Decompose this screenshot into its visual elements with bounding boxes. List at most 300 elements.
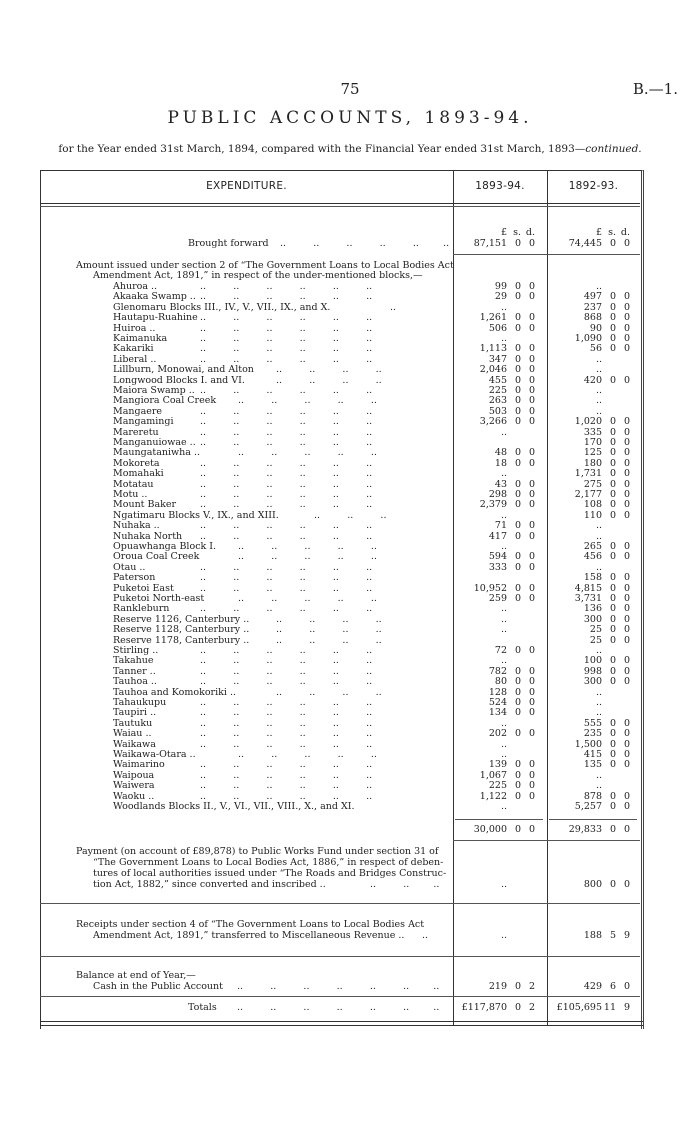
page-title: PUBLIC ACCOUNTS, 1893-94. (167, 108, 533, 128)
amount-1892 (550, 344, 635, 354)
amount-1893 (455, 594, 545, 604)
amount-1893 (455, 428, 545, 438)
amount-shillings: 0 (514, 697, 521, 708)
amount-shillings: 0 (514, 530, 521, 542)
amount-pence (521, 656, 535, 666)
amount-pounds: .. (595, 645, 602, 656)
leader-dots: .. .. .. .. .. .. (200, 676, 373, 688)
amount-1893 (455, 344, 545, 354)
leader-dots: .. .. .. .. .. .. (200, 281, 373, 292)
leader-dots: .. .. .. .. .. .. (200, 468, 373, 480)
subtitle-main: for the Year ended 31st March, 1894, compared with the Financial Year ended 31st March, 1893— (58, 143, 586, 155)
amount-1893 (455, 552, 545, 562)
receipts-1892 (550, 931, 635, 941)
amount-shillings: 0 (609, 717, 616, 729)
amount-pence (616, 781, 630, 791)
amount-shillings: 0 (514, 322, 521, 334)
amount-pounds: .. (500, 301, 507, 313)
amount-pounds: 219 (488, 981, 507, 992)
amount-pounds: .. (595, 561, 602, 573)
amount-1893 (455, 740, 545, 750)
amount-shillings (507, 802, 521, 812)
block-name: Nuhaka .. (113, 520, 160, 532)
amount-shillings: 0 (514, 582, 521, 594)
block-name: Reserve 1128, Canterbury .. (113, 624, 250, 636)
amount-pence (521, 802, 535, 812)
amount-pounds: 74,445 (568, 238, 602, 249)
leader-dots: .. .. .. .. .. .. (200, 728, 373, 740)
amount-pounds: 48 (494, 447, 507, 459)
amount-shillings: 0 (609, 291, 616, 303)
amount-1893 (455, 324, 545, 334)
block-name: Mangiora Coal Creek (113, 395, 217, 407)
leader-dots: .. .. .. .. .. .. .. (237, 981, 440, 992)
amount-shillings: 0 (609, 468, 616, 480)
amount-pence: 0 (528, 364, 535, 376)
amount-shillings (602, 396, 616, 406)
block-name: Ngatimaru Blocks V., IX., and XIII. (113, 509, 279, 521)
amount-pence: 0 (528, 457, 535, 469)
amount-pence: 0 (623, 728, 630, 740)
amount-pence: 0 (528, 645, 535, 656)
amount-shillings (507, 931, 521, 941)
amount-1893 (455, 760, 545, 770)
amount-shillings (602, 365, 616, 375)
amount-pence: 0 (528, 291, 535, 303)
amount-pence: 0 (623, 603, 630, 615)
amount-shillings: 6 (609, 981, 616, 992)
unit-pound: £ (595, 227, 602, 238)
amount-pounds: 108 (583, 499, 602, 511)
amount-1892 (550, 521, 635, 531)
block-name: Mangamingi (113, 416, 174, 428)
amount-pounds: 1,113 (479, 343, 507, 355)
leader-dots: .. .. .. .. .. .. (200, 478, 373, 490)
amount-pounds: 135 (583, 759, 602, 771)
amount-shillings: 0 (514, 312, 521, 324)
amount-1893 (455, 469, 545, 479)
subtitle-continued: continued. (585, 143, 642, 155)
amount-shillings: 0 (514, 759, 521, 771)
amount-pounds: .. (500, 749, 507, 760)
leader-dots: .. .. .. .. .. .. (200, 717, 373, 729)
leader-dots: .. .. .. .. .. .. (200, 333, 373, 344)
amount-pounds: 80 (494, 676, 507, 688)
amount-shillings: 0 (609, 457, 616, 469)
leader-dots: .. .. .. .. .. .. (200, 707, 373, 719)
amount-pence: 0 (528, 759, 535, 771)
header-separator (40, 203, 640, 204)
column-divider-1 (453, 170, 454, 1025)
amount-pounds: .. (500, 541, 507, 552)
amount-pence (616, 396, 630, 406)
amount-shillings: 5 (609, 930, 616, 941)
amount-shillings: 0 (514, 676, 521, 688)
amount-1893 (455, 396, 545, 406)
amount-pounds: .. (595, 769, 602, 781)
amount-pounds: 1,067 (479, 769, 507, 781)
amount-pounds: .. (500, 509, 507, 521)
amount-pence: 0 (528, 499, 535, 511)
amount-1892 (550, 292, 635, 302)
leader-dots: .. .. .. .. .. .. (200, 489, 373, 500)
leader-dots: .. .. .. .. .. .. (200, 665, 373, 677)
page-subtitle (0, 143, 700, 155)
amount-pounds: 1,731 (574, 468, 602, 480)
amount-shillings (507, 615, 521, 625)
section2-heading-2: Amendment Act, 1891,” in respect of the under-mentioned blocks,— (93, 270, 423, 281)
amount-pence: 0 (623, 582, 630, 594)
header-year-1893-94: 1893-94. (475, 180, 525, 192)
amount-1892 (550, 511, 635, 521)
unit-pence: d. (525, 227, 535, 238)
amount-pence: 0 (528, 238, 535, 249)
row-separator (40, 903, 640, 904)
amount-shillings (602, 355, 616, 365)
amount-shillings: 0 (609, 624, 616, 636)
payment-1893 (455, 880, 545, 890)
amount-pence: 0 (623, 551, 630, 563)
amount-pence: 0 (623, 624, 630, 636)
amount-pounds: 335 (583, 426, 602, 438)
amount-shillings: 0 (514, 593, 521, 604)
balance-line-1: Balance at end of Year,— (76, 970, 196, 981)
block-name: Woodlands Blocks II., V., VI., VII., VIII., X., and XI. (113, 801, 355, 812)
amount-pounds: 128 (488, 686, 507, 698)
amount-1892 (550, 500, 635, 510)
amount-pounds: 139 (488, 759, 507, 771)
amount-shillings: 0 (514, 395, 521, 407)
leader-dots: .. .. .. .. (276, 374, 382, 386)
amount-pounds: 878 (583, 790, 602, 802)
amount-1892 (550, 688, 635, 698)
amount-1893 (455, 521, 545, 531)
amount-1892 (550, 365, 635, 375)
amount-pounds: 30,000 (473, 824, 507, 835)
leader-dots: .. .. .. .. .. .. (200, 769, 373, 781)
block-name: Waikawa-Otara .. (113, 749, 196, 760)
amount-1893 (455, 417, 545, 427)
amount-pounds: 3,266 (479, 416, 507, 428)
amount-pence: 0 (528, 395, 535, 407)
amount-pence: 0 (623, 291, 630, 303)
header-year-1892-93: 1892-93. (568, 180, 619, 192)
leader-dots: .. .. .. .. .. .. (200, 312, 373, 324)
amount-pence: 0 (623, 489, 630, 500)
row-separator (40, 956, 640, 957)
amount-pence: 0 (623, 613, 630, 625)
table-bottom-line-double (40, 1025, 643, 1026)
amount-shillings (507, 880, 521, 890)
amount-1893 (455, 625, 545, 635)
amount-shillings: 0 (609, 426, 616, 438)
leader-dots: .. .. .. .. .. (238, 551, 377, 563)
amount-pounds: .. (500, 879, 507, 890)
leader-dots: .. .. .. .. (276, 364, 382, 376)
amount-pence: 0 (623, 634, 630, 646)
amount-pounds: .. (595, 530, 602, 542)
amount-shillings: 0 (609, 541, 616, 552)
amount-shillings: 0 (514, 238, 521, 249)
amount-pence: 0 (623, 541, 630, 552)
block-name: Waikawa (113, 738, 156, 750)
amount-pounds: 1,090 (574, 333, 602, 344)
amount-pounds: 259 (488, 593, 507, 604)
amount-1892 (550, 771, 635, 781)
amount-pounds: 2,379 (479, 499, 507, 511)
amount-pence: 0 (623, 655, 630, 667)
block-name: Kakariki (113, 343, 154, 355)
amount-1892 (550, 625, 635, 635)
amount-pounds: 225 (488, 385, 507, 396)
block-name: Tautuku (113, 717, 153, 729)
amount-pence: 0 (623, 665, 630, 677)
amount-pounds: 2,046 (479, 364, 507, 376)
subtotal-1892 (550, 825, 635, 835)
amount-1893 (455, 532, 545, 542)
block-name: Reserve 1126, Canterbury .. (113, 613, 250, 625)
amount-pence (616, 708, 630, 718)
amount-pence: 0 (623, 879, 630, 890)
block-name: Puketoi East (113, 582, 174, 594)
block-name: Paterson (113, 572, 156, 584)
amount-pence (616, 771, 630, 781)
amount-1893 (455, 656, 545, 666)
leader-dots: .. .. .. .. .. .. (200, 530, 373, 542)
amount-shillings: 0 (609, 634, 616, 646)
payment-line-4: tion Act, 1882,” since converted and inscribed .. (93, 879, 326, 890)
leader-dots: .. .. .. .. .. (238, 593, 377, 604)
amount-pence: 9 (623, 930, 630, 941)
amount-pence: 9 (623, 1002, 630, 1013)
amount-pence: 0 (623, 478, 630, 490)
block-name: Waiwera (113, 780, 155, 792)
amount-pounds: 188 (583, 930, 602, 941)
amount-pounds: 429 (583, 981, 602, 992)
leader-dots: .. .. .. .. .. .. .. (237, 1002, 440, 1013)
amount-pounds: .. (500, 738, 507, 750)
amount-pounds: 110 (583, 509, 602, 521)
amount-pounds: 415 (583, 749, 602, 760)
amount-pounds: £105,695 (556, 1002, 602, 1013)
block-name: Longwood Blocks I. and VI. (113, 374, 245, 386)
amount-pence (616, 688, 630, 698)
leader-dots: .. .. .. .. .. .. (200, 353, 373, 365)
row-separator (453, 840, 640, 841)
amount-shillings: 0 (514, 790, 521, 802)
block-name: Reserve 1178, Canterbury .. (113, 634, 250, 646)
amount-pounds: 87,151 (473, 238, 507, 249)
amount-pounds: .. (500, 930, 507, 941)
amount-shillings: 0 (514, 447, 521, 459)
amount-pounds: 503 (488, 405, 507, 417)
leader-dots: .. .. .. .. .. .. (200, 561, 373, 573)
header-expenditure: EXPENDITURE. (206, 180, 287, 192)
amount-pounds: 10,952 (473, 582, 507, 594)
leader-dots: .. .. .. .. .. .. (200, 343, 373, 355)
amount-1892 (550, 760, 635, 770)
amount-pence: 0 (528, 824, 535, 835)
amount-pence: 0 (623, 801, 630, 812)
block-name: Taupiri .. (113, 707, 157, 719)
amount-1893 (455, 365, 545, 375)
amount-shillings (602, 386, 616, 396)
amount-shillings: 0 (609, 879, 616, 890)
leader-dots: .. .. .. .. .. .. (200, 322, 373, 334)
amount-pounds: 125 (583, 447, 602, 459)
amount-pounds: .. (595, 520, 602, 532)
amount-pence: 0 (623, 468, 630, 480)
amount-pounds: 3,731 (574, 593, 602, 604)
amount-pounds: 868 (583, 312, 602, 324)
amount-shillings: 0 (514, 353, 521, 365)
amount-shillings: 0 (514, 281, 521, 292)
totals-label: Totals (188, 1002, 217, 1013)
amount-pence (521, 604, 535, 614)
amount-shillings: 0 (609, 416, 616, 428)
amount-1893 (455, 604, 545, 614)
amount-shillings: 0 (514, 551, 521, 563)
amount-pence: 0 (528, 281, 535, 292)
amount-shillings: 0 (609, 322, 616, 334)
amount-shillings: 0 (609, 759, 616, 771)
amount-1893 (455, 313, 545, 323)
amount-shillings: 0 (514, 405, 521, 417)
amount-pence: 0 (528, 322, 535, 334)
amount-shillings: 0 (514, 686, 521, 698)
receipts-line-2: Amendment Act, 1891,” transferred to Miscellaneous Revenue .. (93, 930, 405, 941)
leader-dots: .. .. .. .. .. .. (200, 697, 373, 708)
amount-pounds: 1,500 (574, 738, 602, 750)
leader-dots: .. (390, 301, 397, 313)
amount-pounds: 456 (583, 551, 602, 563)
amount-pounds: 2,177 (574, 489, 602, 500)
amount-shillings: 0 (514, 1002, 521, 1013)
amount-pence: 0 (623, 457, 630, 469)
leader-dots: .. .. .. (370, 879, 440, 890)
amount-pence: 0 (623, 426, 630, 438)
amount-pence: 0 (623, 676, 630, 688)
amount-shillings: 0 (514, 457, 521, 469)
amount-shillings (507, 625, 521, 635)
leader-dots: .. .. .. .. .. .. (200, 655, 373, 667)
amount-pounds: 158 (583, 572, 602, 584)
block-name: Glenomaru Blocks III., IV., V., VII., IX., and X. (113, 301, 331, 313)
amount-shillings: 0 (609, 801, 616, 812)
amount-shillings: 0 (609, 582, 616, 594)
amount-1892 (550, 781, 635, 791)
block-name: Maungataniwha .. (113, 447, 200, 459)
block-name: Hautapu-Ruahine (113, 312, 198, 324)
amount-shillings: 0 (514, 489, 521, 500)
unit-shilling: s. (513, 227, 521, 238)
amount-shillings: 0 (609, 301, 616, 313)
amount-pence: 0 (623, 981, 630, 992)
amount-shillings (507, 740, 521, 750)
payment-1892 (550, 880, 635, 890)
leader-dots: .. .. .. .. (276, 686, 382, 698)
amount-pence: 0 (528, 343, 535, 355)
column-divider-2 (547, 170, 548, 1025)
leader-dots: .. .. .. .. .. .. (200, 582, 373, 594)
amount-pence: 0 (528, 405, 535, 417)
amount-pence: 0 (623, 447, 630, 459)
amount-pounds: 225 (488, 780, 507, 792)
amount-pence (616, 698, 630, 708)
amount-1892 (550, 677, 635, 687)
amount-1892 (550, 469, 635, 479)
amount-pence (521, 428, 535, 438)
amount-pence: 0 (623, 509, 630, 521)
amount-pence: 0 (623, 343, 630, 355)
block-name: Mokoreta (113, 457, 160, 469)
amount-pounds: .. (500, 655, 507, 667)
block-name: Momahaki (113, 468, 164, 480)
leader-dots: .. .. .. .. .. .. (200, 385, 373, 396)
amount-1892 (550, 708, 635, 718)
amount-pounds: 99 (494, 281, 507, 292)
amount-pence: 0 (528, 353, 535, 365)
amount-pounds: 25 (589, 634, 602, 646)
leader-dots: .. .. .. .. .. .. (200, 416, 373, 428)
amount-pence: 0 (623, 749, 630, 760)
amount-pounds: 594 (488, 551, 507, 563)
amount-shillings: 0 (609, 447, 616, 459)
amount-shillings: 0 (609, 333, 616, 344)
amount-shillings: 0 (609, 572, 616, 584)
amount-shillings: 0 (514, 780, 521, 792)
amount-pence: 0 (623, 238, 630, 249)
block-name: Waipoua (113, 769, 155, 781)
amount-shillings: 11 (603, 1002, 616, 1013)
amount-pence (616, 521, 630, 531)
subtotal-1893 (455, 825, 545, 835)
amount-pence: 0 (528, 447, 535, 459)
amount-1892 (550, 386, 635, 396)
amount-shillings (507, 428, 521, 438)
amount-pounds: £117,870 (461, 1002, 507, 1013)
amount-pence: 0 (528, 489, 535, 500)
amount-pounds: 134 (488, 707, 507, 719)
amount-shillings: 0 (609, 551, 616, 563)
amount-pence: 0 (528, 561, 535, 573)
block-name: Manganuiowae .. (113, 437, 196, 448)
block-name: Mareretu (113, 426, 159, 438)
amount-pence: 0 (528, 665, 535, 677)
amount-shillings: 0 (514, 385, 521, 396)
amount-shillings: 0 (514, 665, 521, 677)
amount-pounds: 72 (494, 645, 507, 656)
amount-pounds: 1,122 (479, 790, 507, 802)
block-name: Waimarino (113, 759, 165, 771)
block-name: Otau .. (113, 561, 146, 573)
amount-1893 (455, 292, 545, 302)
amount-pounds: 275 (583, 478, 602, 490)
amount-shillings: 0 (514, 291, 521, 303)
amount-pounds: .. (595, 385, 602, 396)
leader-dots: .. .. .. .. .. .. (200, 437, 373, 448)
leader-dots: .. .. .. .. .. .. (200, 645, 373, 656)
amount-pounds: 420 (583, 374, 602, 386)
amount-pence: 0 (528, 478, 535, 490)
amount-1893 (455, 677, 545, 687)
amount-pence (616, 355, 630, 365)
amount-pounds: 100 (583, 655, 602, 667)
receipts-1893 (455, 931, 545, 941)
amount-shillings: 0 (514, 981, 521, 992)
amount-pence: 2 (528, 981, 535, 992)
block-name: Motu .. (113, 489, 148, 500)
